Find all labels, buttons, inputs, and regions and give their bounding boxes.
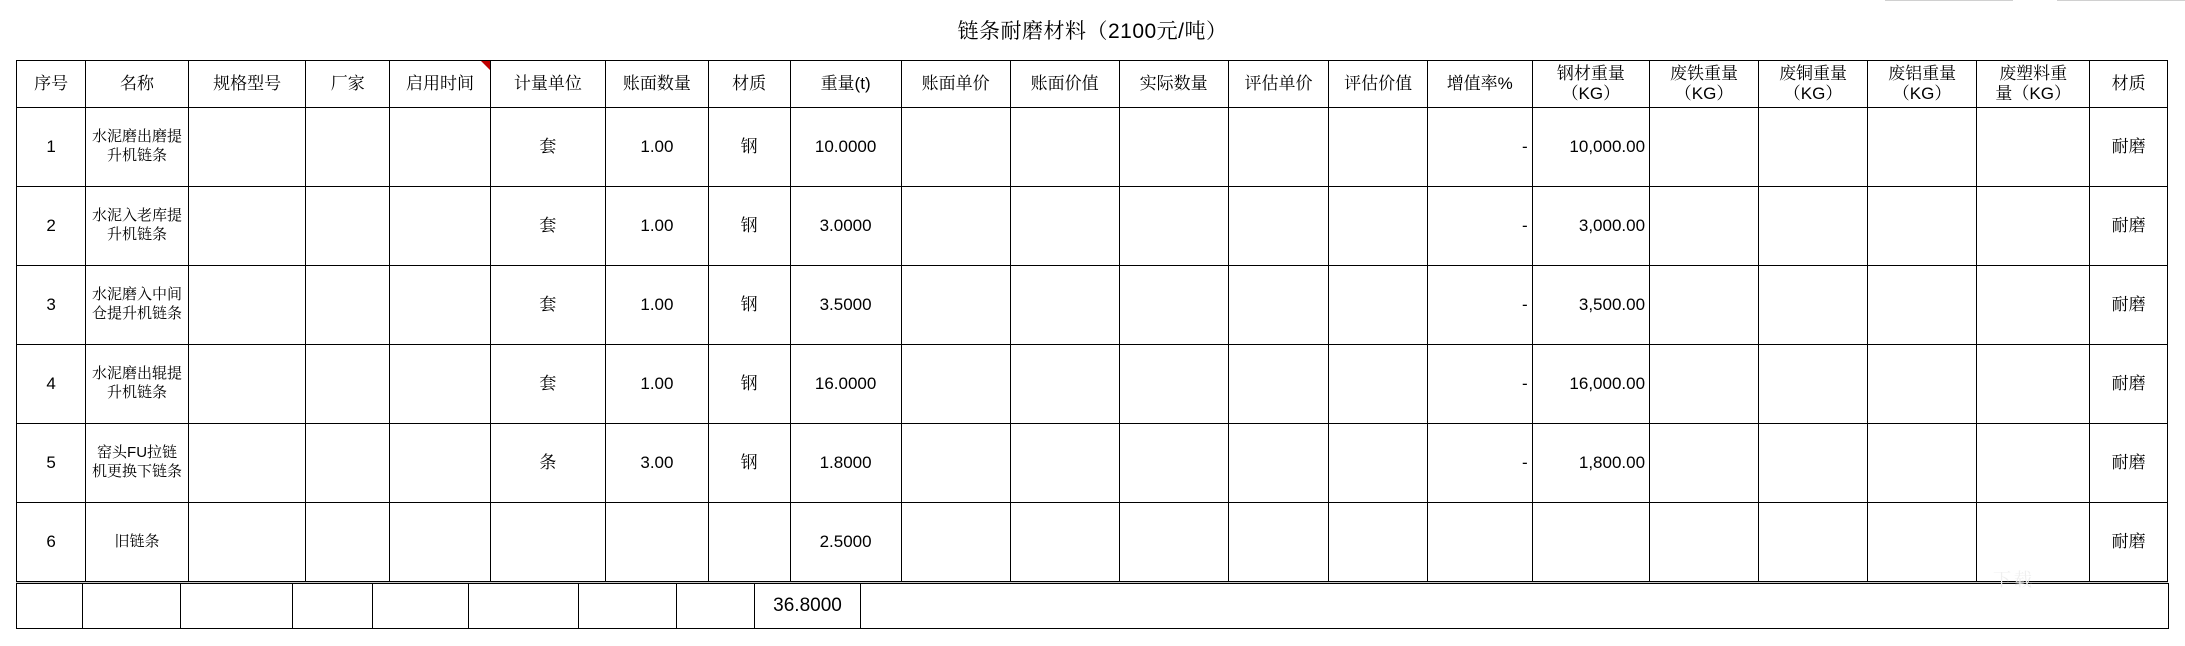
cell-plastic-kg bbox=[1977, 345, 2090, 424]
cell-iron-kg bbox=[1650, 424, 1759, 503]
cell-name: 水泥磨入中间仓提升机链条 bbox=[86, 266, 189, 345]
cell-copper-kg bbox=[1759, 187, 1868, 266]
total-pad-5 bbox=[373, 584, 469, 629]
cell-iron-kg bbox=[1650, 503, 1759, 582]
cell-book-price bbox=[901, 108, 1010, 187]
cell-material: 钢 bbox=[708, 108, 790, 187]
cell-factory bbox=[306, 424, 390, 503]
cell-iron-kg bbox=[1650, 266, 1759, 345]
cell-no: 3 bbox=[17, 266, 86, 345]
table-row bbox=[17, 187, 2168, 266]
cell-copper-kg bbox=[1759, 424, 1868, 503]
cell-steel-kg: 10,000.00 bbox=[1532, 108, 1649, 187]
cell-steel-kg: 3,500.00 bbox=[1532, 266, 1649, 345]
cell-no: 6 bbox=[17, 503, 86, 582]
cell-spec bbox=[188, 187, 305, 266]
cell-book-price bbox=[901, 266, 1010, 345]
cell-name: 旧链条 bbox=[86, 503, 189, 582]
cell-aluminum-kg bbox=[1868, 424, 1977, 503]
cell-start-time bbox=[390, 345, 491, 424]
cell-copper-kg bbox=[1759, 345, 1868, 424]
table-body bbox=[17, 108, 2168, 582]
header-material: 材质 bbox=[708, 61, 790, 108]
cell-aluminum-kg bbox=[1868, 345, 1977, 424]
header-book-qty: 账面数量 bbox=[606, 61, 709, 108]
cell-unit: 套 bbox=[490, 108, 605, 187]
cell-aluminum-kg bbox=[1868, 503, 1977, 582]
cell-steel-kg bbox=[1532, 503, 1649, 582]
cell-material2: 耐磨 bbox=[2090, 266, 2168, 345]
cell-material2: 耐磨 bbox=[2090, 503, 2168, 582]
cell-eval-value bbox=[1329, 266, 1428, 345]
header-plastic-weight-line2: 量（KG） bbox=[1995, 84, 2071, 103]
cell-added-rate: - bbox=[1427, 187, 1532, 266]
cell-plastic-kg bbox=[1977, 266, 2090, 345]
cell-eval-value bbox=[1329, 345, 1428, 424]
header-name: 名称 bbox=[86, 61, 189, 108]
cell-material2: 耐磨 bbox=[2090, 345, 2168, 424]
table-row bbox=[17, 503, 2168, 582]
cell-actual-qty bbox=[1119, 266, 1228, 345]
cell-plastic-kg bbox=[1977, 424, 2090, 503]
cell-book-value bbox=[1010, 108, 1119, 187]
document-title-row bbox=[0, 0, 2185, 60]
header-aluminum-weight bbox=[1868, 61, 1977, 108]
header-aluminum-weight-line2: （KG） bbox=[1892, 84, 1952, 103]
comment-marker-icon bbox=[481, 61, 490, 70]
cell-start-time bbox=[390, 108, 491, 187]
cell-actual-qty bbox=[1119, 503, 1228, 582]
header-copper-weight bbox=[1759, 61, 1868, 108]
cell-factory bbox=[306, 108, 390, 187]
cell-material2: 耐磨 bbox=[2090, 108, 2168, 187]
total-pad-4 bbox=[293, 584, 373, 629]
cell-unit: 条 bbox=[490, 424, 605, 503]
header-steel-weight-line2: （KG） bbox=[1561, 84, 1621, 103]
cell-name: 窑头FU拉链机更换下链条 bbox=[86, 424, 189, 503]
cell-book-value bbox=[1010, 187, 1119, 266]
cell-eval-price bbox=[1228, 345, 1329, 424]
cell-steel-kg: 16,000.00 bbox=[1532, 345, 1649, 424]
table-header bbox=[17, 61, 2168, 108]
cell-book-price bbox=[901, 345, 1010, 424]
cell-copper-kg bbox=[1759, 266, 1868, 345]
cell-eval-value bbox=[1329, 108, 1428, 187]
cell-start-time bbox=[390, 503, 491, 582]
header-material2: 材质 bbox=[2090, 61, 2168, 108]
header-eval-price: 评估单价 bbox=[1228, 61, 1329, 108]
table-row bbox=[17, 345, 2168, 424]
header-eval-value: 评估价值 bbox=[1329, 61, 1428, 108]
cell-weight: 1.8000 bbox=[790, 424, 901, 503]
cell-book-qty: 1.00 bbox=[606, 108, 709, 187]
cell-steel-kg: 1,800.00 bbox=[1532, 424, 1649, 503]
cell-unit bbox=[490, 503, 605, 582]
cell-spec bbox=[188, 266, 305, 345]
cell-name: 水泥入老库提升机链条 bbox=[86, 187, 189, 266]
header-iron-weight-line1: 废铁重量 bbox=[1670, 64, 1739, 84]
total-pad-8 bbox=[677, 584, 755, 629]
cell-no: 5 bbox=[17, 424, 86, 503]
header-iron-weight-line2: （KG） bbox=[1674, 84, 1734, 103]
cell-book-qty bbox=[606, 503, 709, 582]
cell-no: 4 bbox=[17, 345, 86, 424]
total-pad-6 bbox=[469, 584, 579, 629]
cell-unit: 套 bbox=[490, 266, 605, 345]
cell-actual-qty bbox=[1119, 424, 1228, 503]
total-table bbox=[16, 583, 2169, 629]
cell-book-price bbox=[901, 503, 1010, 582]
header-plastic-weight-line1: 废塑料重 bbox=[1999, 64, 2068, 84]
cell-aluminum-kg bbox=[1868, 108, 1977, 187]
cell-actual-qty bbox=[1119, 108, 1228, 187]
cell-eval-price bbox=[1228, 424, 1329, 503]
cell-weight: 16.0000 bbox=[790, 345, 901, 424]
cell-unit: 套 bbox=[490, 345, 605, 424]
cell-added-rate: - bbox=[1427, 345, 1532, 424]
cell-added-rate bbox=[1427, 503, 1532, 582]
cell-iron-kg bbox=[1650, 187, 1759, 266]
cell-factory bbox=[306, 503, 390, 582]
cell-eval-price bbox=[1228, 187, 1329, 266]
cell-start-time bbox=[390, 424, 491, 503]
cell-added-rate: - bbox=[1427, 108, 1532, 187]
cell-factory bbox=[306, 345, 390, 424]
header-actual-qty: 实际数量 bbox=[1119, 61, 1228, 108]
cell-book-qty: 1.00 bbox=[606, 345, 709, 424]
cell-book-qty: 1.00 bbox=[606, 266, 709, 345]
header-no: 序号 bbox=[17, 61, 86, 108]
header-weight: 重量(t) bbox=[790, 61, 901, 108]
header-book-value: 账面价值 bbox=[1010, 61, 1119, 108]
cell-added-rate: - bbox=[1427, 424, 1532, 503]
cell-aluminum-kg bbox=[1868, 266, 1977, 345]
cell-spec bbox=[188, 424, 305, 503]
cell-material: 钢 bbox=[708, 187, 790, 266]
table-row bbox=[17, 108, 2168, 187]
cell-copper-kg bbox=[1759, 503, 1868, 582]
cell-material: 钢 bbox=[708, 266, 790, 345]
cell-material2: 耐磨 bbox=[2090, 424, 2168, 503]
total-pad-3 bbox=[181, 584, 293, 629]
total-pad-7 bbox=[579, 584, 677, 629]
cell-added-rate: - bbox=[1427, 266, 1532, 345]
header-spec: 规格型号 bbox=[188, 61, 305, 108]
cell-weight: 3.5000 bbox=[790, 266, 901, 345]
cell-no: 2 bbox=[17, 187, 86, 266]
header-iron-weight bbox=[1650, 61, 1759, 108]
cell-name: 水泥磨出辊提升机链条 bbox=[86, 345, 189, 424]
cell-no: 1 bbox=[17, 108, 86, 187]
cell-spec bbox=[188, 108, 305, 187]
header-steel-weight-line1: 钢材重量 bbox=[1556, 64, 1625, 84]
cell-book-value bbox=[1010, 503, 1119, 582]
cell-book-value bbox=[1010, 266, 1119, 345]
cell-eval-price bbox=[1228, 266, 1329, 345]
cell-iron-kg bbox=[1650, 108, 1759, 187]
cell-eval-price bbox=[1228, 108, 1329, 187]
cell-book-qty: 1.00 bbox=[606, 187, 709, 266]
cell-eval-value bbox=[1329, 187, 1428, 266]
header-copper-weight-line2: （KG） bbox=[1783, 84, 1843, 103]
cell-start-time bbox=[390, 266, 491, 345]
header-factory: 厂家 bbox=[306, 61, 390, 108]
header-plastic-weight bbox=[1977, 61, 2090, 108]
cell-factory bbox=[306, 187, 390, 266]
table-row bbox=[17, 424, 2168, 503]
header-start-time bbox=[390, 61, 491, 108]
header-steel-weight bbox=[1532, 61, 1649, 108]
header-aluminum-weight-line1: 废铝重量 bbox=[1888, 64, 1957, 84]
cell-actual-qty bbox=[1119, 345, 1228, 424]
cell-iron-kg bbox=[1650, 345, 1759, 424]
cell-start-time bbox=[390, 187, 491, 266]
cell-book-price bbox=[901, 424, 1010, 503]
cell-book-value bbox=[1010, 424, 1119, 503]
cell-factory bbox=[306, 266, 390, 345]
total-pad-2 bbox=[83, 584, 181, 629]
header-start-time-label: 启用时间 bbox=[405, 74, 474, 94]
header-added-rate: 增值率% bbox=[1427, 61, 1532, 108]
cell-eval-value bbox=[1329, 424, 1428, 503]
cell-book-value bbox=[1010, 345, 1119, 424]
header-row bbox=[17, 61, 2168, 108]
total-pad-9 bbox=[861, 584, 2169, 629]
cell-spec bbox=[188, 503, 305, 582]
header-unit: 计量单位 bbox=[490, 61, 605, 108]
cell-copper-kg bbox=[1759, 108, 1868, 187]
cell-plastic-kg bbox=[1977, 108, 2090, 187]
cell-actual-qty bbox=[1119, 187, 1228, 266]
cell-weight: 2.5000 bbox=[790, 503, 901, 582]
header-copper-weight-line1: 废铜重量 bbox=[1779, 64, 1848, 84]
cell-eval-value bbox=[1329, 503, 1428, 582]
cell-name: 水泥磨出磨提升机链条 bbox=[86, 108, 189, 187]
total-pad-1 bbox=[17, 584, 83, 629]
cell-weight: 3.0000 bbox=[790, 187, 901, 266]
cell-plastic-kg bbox=[1977, 187, 2090, 266]
cell-eval-price bbox=[1228, 503, 1329, 582]
total-weight-value: 36.8000 bbox=[755, 584, 861, 629]
cell-material2: 耐磨 bbox=[2090, 187, 2168, 266]
cell-spec bbox=[188, 345, 305, 424]
cell-steel-kg: 3,000.00 bbox=[1532, 187, 1649, 266]
assets-table bbox=[16, 60, 2168, 582]
cell-aluminum-kg bbox=[1868, 187, 1977, 266]
cell-unit: 套 bbox=[490, 187, 605, 266]
cell-material: 钢 bbox=[708, 345, 790, 424]
watermark-text: 下载 bbox=[1993, 570, 2035, 590]
cell-material: 钢 bbox=[708, 424, 790, 503]
page-title: 链条耐磨材料（2100元/吨） bbox=[957, 20, 1228, 43]
cell-book-qty: 3.00 bbox=[606, 424, 709, 503]
total-row bbox=[17, 584, 2169, 629]
table-row bbox=[17, 266, 2168, 345]
cell-book-price bbox=[901, 187, 1010, 266]
cell-material bbox=[708, 503, 790, 582]
cell-weight: 10.0000 bbox=[790, 108, 901, 187]
header-book-price: 账面单价 bbox=[901, 61, 1010, 108]
